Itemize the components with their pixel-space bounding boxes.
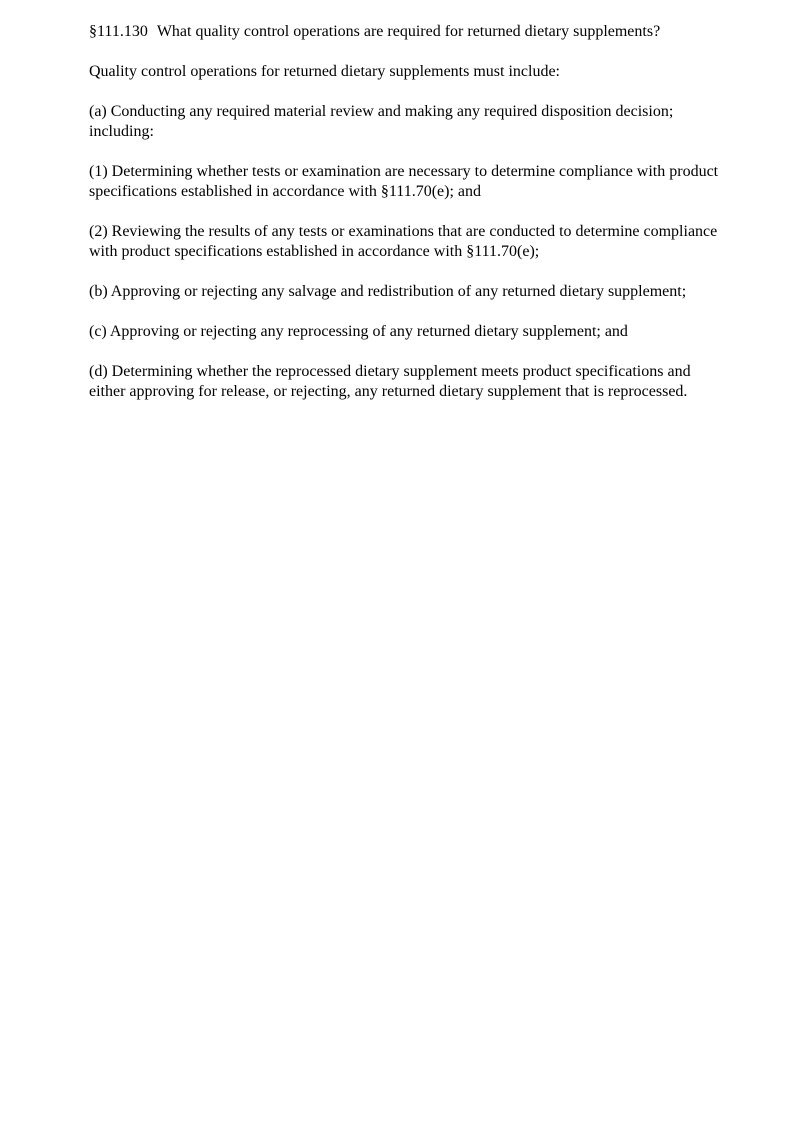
- section-title: What quality control operations are required for returned dietary supplements?: [156, 23, 661, 40]
- document-page: [89, 22, 719, 422]
- paragraph-d: (d) Determining whether the reprocessed dietary supplement meets product specifications and either approving for release, or rejecting, any returned dietary supplement that is reprocessed.: [89, 363, 691, 400]
- intro-paragraph: Quality control operations for returned dietary supplements must include:: [89, 63, 560, 80]
- paragraph-a-2: (2) Reviewing the results of any tests or examinations that are conducted to determine compliance with product specifications established in accordance with §111.70(e);: [89, 223, 718, 260]
- paragraph-a: (a) Conducting any required material review and making any required disposition decision; including:: [89, 103, 674, 140]
- section-number: §111.130: [89, 23, 148, 40]
- section-heading: [89, 22, 719, 42]
- paragraph-b: (b) Approving or rejecting any salvage and redistribution of any returned dietary supplement;: [89, 283, 687, 300]
- paragraph-c: (c) Approving or rejecting any reprocessing of any returned dietary supplement; and: [89, 323, 628, 340]
- paragraph-a-1: (1) Determining whether tests or examination are necessary to determine compliance with product specifications established in accordance with §111.70(e); and: [89, 163, 719, 200]
